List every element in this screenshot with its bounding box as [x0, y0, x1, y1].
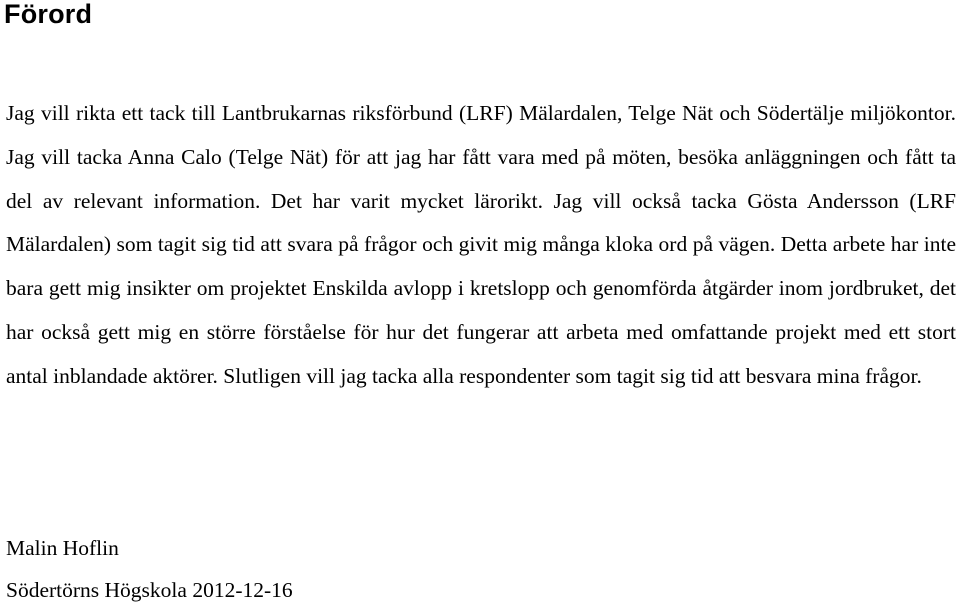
page-title: Förord — [4, 0, 93, 29]
acknowledgement-paragraph: Jag vill rikta ett tack till Lantbrukarnas riksförbund (LRF) Mälardalen, Telge Nät och Södertälje miljökontor. Jag vill tacka Anna Calo (Telge Nät) för att jag har fått vara med på möten, besöka anläggningen och fått ta del av relevant information. Det har varit mycket lärorikt. Jag vill också tacka Gösta Andersson (LRF Mälardalen) som tagit sig tid att svara på frågor och givit mig många kloka ord på vägen. Detta arbete har inte bara gett mig insikter om projektet Enskilda avlopp i kretslopp och genomförda åtgärder inom jordbruket, det har också gett mig en större förståelse för hur det fungerar att arbeta med omfattande projekt med ett stort antal inblandade aktörer. Slutligen vill jag tacka alla respondenter som tagit sig tid att besvara mina frågor. — [6, 101, 956, 388]
signature-name: Malin Hoflin — [6, 536, 119, 560]
signature-affiliation-date: Södertörns Högskola 2012-12-16 — [6, 578, 293, 602]
